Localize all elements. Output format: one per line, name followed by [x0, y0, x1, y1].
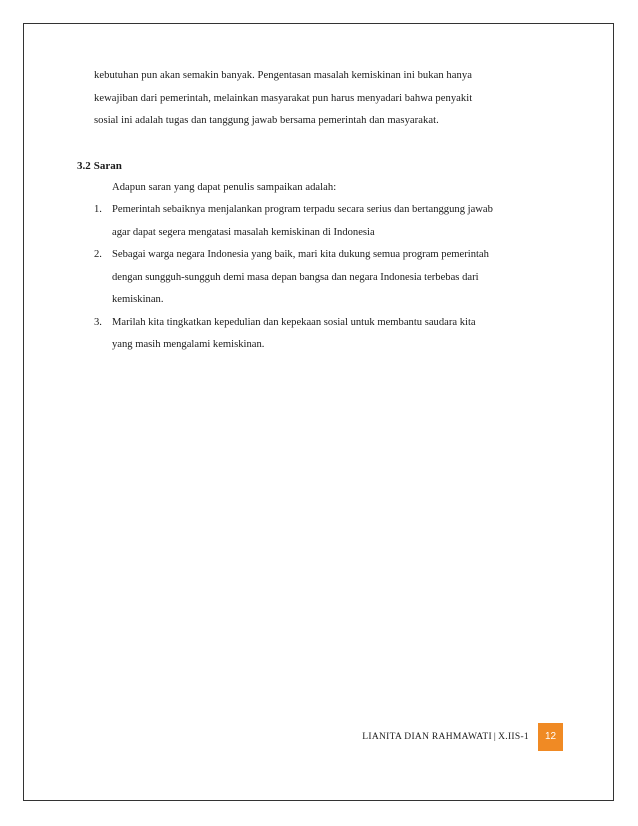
list-item-line: dengan sungguh-sungguh demi masa depan bangsa dan negara Indonesia terbebas dari [112, 271, 479, 283]
footer-separator: | [493, 732, 497, 742]
section-title: Saran [93, 160, 122, 172]
section-lead: Adapun saran yang dapat penulis sampaikan adalah: [112, 182, 337, 193]
page-number: 12 [538, 723, 563, 751]
list-item [94, 312, 493, 357]
section-number: 3.2 [77, 160, 91, 172]
list-item-line: Sebagai warga negara Indonesia yang baik, mari kita dukung semua program pemerintah [112, 249, 489, 260]
footer-author-class [362, 730, 529, 744]
recommendation-list [94, 199, 493, 357]
intro-paragraph [94, 65, 472, 133]
footer-author: LIANITA DIAN RAHMAWATI [362, 732, 492, 742]
list-marker: 1. [94, 204, 102, 215]
intro-line: kewajiban dari pemerintah, melainkan masyarakat pun harus menyadari bahwa penyakit [94, 92, 473, 104]
list-item-line: Pemerintah sebaiknya menjalankan program terpadu secara serius dan bertanggung jawab [112, 204, 493, 215]
list-item-line: kemiskinan. [112, 294, 164, 305]
intro-line: kebutuhan pun akan semakin banyak. Pengentasan masalah kemiskinan ini bukan hanya [94, 70, 472, 81]
list-item-line: agar dapat segera mengatasi masalah kemiskinan di Indonesia [112, 226, 375, 238]
list-item-line: yang masih mengalami kemiskinan. [112, 339, 265, 350]
list-item [94, 199, 493, 244]
page-border [23, 23, 614, 801]
list-marker: 2. [94, 249, 102, 260]
list-item-line: Marilah kita tingkatkan kepedulian dan kepekaan sosial untuk membantu saudara kita [112, 316, 476, 328]
list-item [94, 244, 493, 312]
list-marker: 3. [94, 316, 102, 328]
section-heading [77, 155, 122, 177]
footer-class: X.IIS-1 [498, 732, 529, 742]
intro-line: sosial ini adalah tugas dan tanggung jawab bersama pemerintah dan masyarakat. [94, 115, 439, 126]
